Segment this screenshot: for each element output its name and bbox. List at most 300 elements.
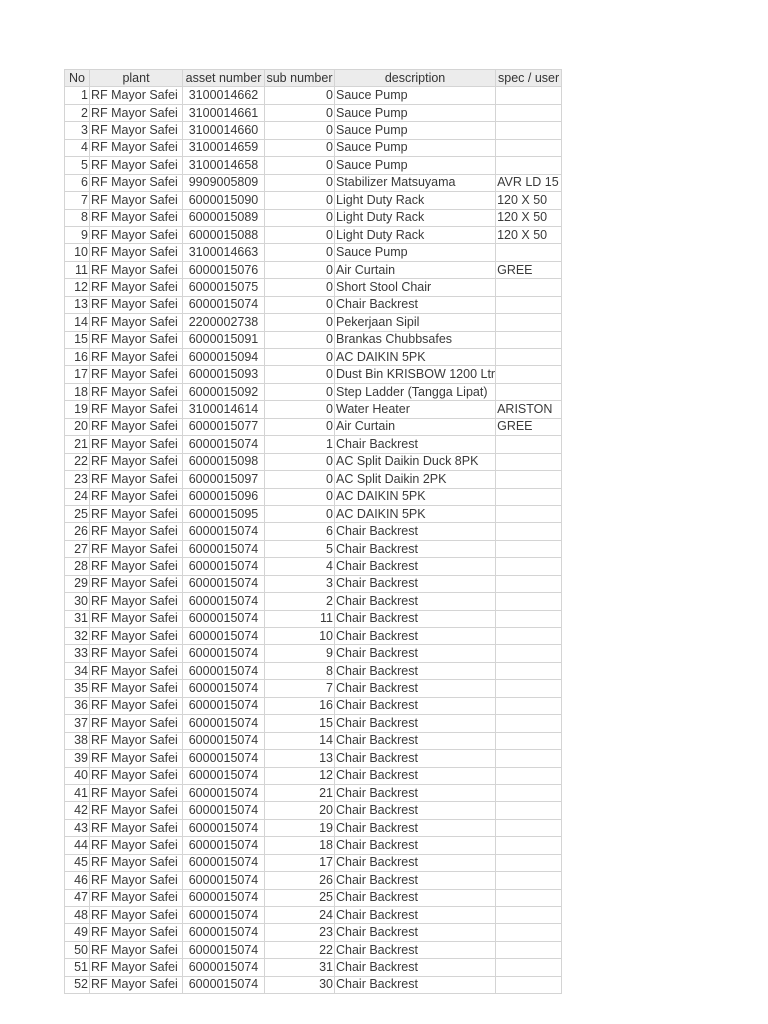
spec-user-cell: AVR LD 15 xyxy=(496,174,562,191)
table-row xyxy=(65,418,562,435)
sub-number-cell: 0 xyxy=(265,87,335,104)
plant-cell: RF Mayor Safei xyxy=(90,366,183,383)
asset-number-cell: 6000015074 xyxy=(183,767,265,784)
plant-cell: RF Mayor Safei xyxy=(90,401,183,418)
table-row xyxy=(65,610,562,627)
asset-number-cell: 3100014660 xyxy=(183,122,265,139)
row-number: 28 xyxy=(65,558,90,575)
spec-user-cell xyxy=(496,122,562,139)
description-cell: Sauce Pump xyxy=(335,244,496,261)
sub-number-cell: 11 xyxy=(265,610,335,627)
asset-number-cell: 6000015074 xyxy=(183,523,265,540)
description-cell: AC DAIKIN 5PK xyxy=(335,349,496,366)
plant-cell: RF Mayor Safei xyxy=(90,540,183,557)
table-row xyxy=(65,924,562,941)
plant-cell: RF Mayor Safei xyxy=(90,296,183,313)
asset-number-cell: 6000015074 xyxy=(183,610,265,627)
asset-number-cell: 6000015074 xyxy=(183,645,265,662)
sub-number-cell: 0 xyxy=(265,139,335,156)
row-number: 35 xyxy=(65,680,90,697)
description-cell: Light Duty Rack xyxy=(335,226,496,243)
plant-cell: RF Mayor Safei xyxy=(90,715,183,732)
row-number: 51 xyxy=(65,959,90,976)
asset-number-cell: 6000015096 xyxy=(183,488,265,505)
sub-number-cell: 0 xyxy=(265,349,335,366)
table-row xyxy=(65,959,562,976)
table-row xyxy=(65,872,562,889)
description-cell: Chair Backrest xyxy=(335,767,496,784)
row-number: 40 xyxy=(65,767,90,784)
sub-number-cell: 0 xyxy=(265,488,335,505)
asset-number-cell: 9909005809 xyxy=(183,174,265,191)
row-number: 7 xyxy=(65,192,90,209)
spec-user-cell: 120 X 50 xyxy=(496,226,562,243)
plant-cell: RF Mayor Safei xyxy=(90,418,183,435)
spec-user-cell xyxy=(496,750,562,767)
spec-user-cell xyxy=(496,296,562,313)
description-cell: Chair Backrest xyxy=(335,540,496,557)
sub-number-cell: 8 xyxy=(265,662,335,679)
description-cell: Chair Backrest xyxy=(335,558,496,575)
row-number: 5 xyxy=(65,157,90,174)
spec-user-cell xyxy=(496,662,562,679)
description-cell: Sauce Pump xyxy=(335,104,496,121)
spec-user-cell: GREE xyxy=(496,261,562,278)
plant-cell: RF Mayor Safei xyxy=(90,349,183,366)
table-row xyxy=(65,802,562,819)
sub-number-cell: 0 xyxy=(265,122,335,139)
plant-cell: RF Mayor Safei xyxy=(90,819,183,836)
sub-number-cell: 0 xyxy=(265,366,335,383)
description-cell: Chair Backrest xyxy=(335,732,496,749)
sub-number-cell: 26 xyxy=(265,872,335,889)
sub-number-cell: 1 xyxy=(265,436,335,453)
row-number: 14 xyxy=(65,314,90,331)
sub-number-cell: 0 xyxy=(265,192,335,209)
table-row xyxy=(65,907,562,924)
row-number: 15 xyxy=(65,331,90,348)
row-number: 21 xyxy=(65,436,90,453)
table-row xyxy=(65,732,562,749)
spec-user-cell xyxy=(496,593,562,610)
plant-cell: RF Mayor Safei xyxy=(90,226,183,243)
asset-number-cell: 6000015093 xyxy=(183,366,265,383)
sub-number-cell: 15 xyxy=(265,715,335,732)
table-row xyxy=(65,645,562,662)
plant-cell: RF Mayor Safei xyxy=(90,907,183,924)
table-row xyxy=(65,244,562,261)
description-cell: Chair Backrest xyxy=(335,872,496,889)
row-number: 43 xyxy=(65,819,90,836)
sub-number-cell: 0 xyxy=(265,471,335,488)
sub-number-cell: 0 xyxy=(265,331,335,348)
table-row xyxy=(65,349,562,366)
spec-user-cell: ARISTON xyxy=(496,401,562,418)
asset-number-cell: 6000015074 xyxy=(183,854,265,871)
description-cell: Water Heater xyxy=(335,401,496,418)
table-row xyxy=(65,192,562,209)
sub-number-cell: 14 xyxy=(265,732,335,749)
row-number: 19 xyxy=(65,401,90,418)
plant-cell: RF Mayor Safei xyxy=(90,593,183,610)
plant-cell: RF Mayor Safei xyxy=(90,959,183,976)
plant-cell: RF Mayor Safei xyxy=(90,505,183,522)
plant-cell: RF Mayor Safei xyxy=(90,680,183,697)
description-cell: Chair Backrest xyxy=(335,854,496,871)
plant-cell: RF Mayor Safei xyxy=(90,767,183,784)
plant-cell: RF Mayor Safei xyxy=(90,872,183,889)
sub-number-cell: 0 xyxy=(265,383,335,400)
row-number: 12 xyxy=(65,279,90,296)
plant-cell: RF Mayor Safei xyxy=(90,471,183,488)
asset-number-cell: 6000015075 xyxy=(183,279,265,296)
sub-number-cell: 0 xyxy=(265,261,335,278)
asset-number-cell: 6000015074 xyxy=(183,802,265,819)
plant-cell: RF Mayor Safei xyxy=(90,628,183,645)
spec-user-cell xyxy=(496,383,562,400)
plant-cell: RF Mayor Safei xyxy=(90,139,183,156)
table-row xyxy=(65,837,562,854)
header-spec-user: spec / user xyxy=(496,70,562,87)
table-row xyxy=(65,540,562,557)
sub-number-cell: 5 xyxy=(265,540,335,557)
spec-user-cell xyxy=(496,471,562,488)
table-row xyxy=(65,628,562,645)
spec-user-cell xyxy=(496,924,562,941)
description-cell: Air Curtain xyxy=(335,418,496,435)
sub-number-cell: 0 xyxy=(265,209,335,226)
plant-cell: RF Mayor Safei xyxy=(90,732,183,749)
row-number: 31 xyxy=(65,610,90,627)
spec-user-cell xyxy=(496,157,562,174)
description-cell: Dust Bin KRISBOW 1200 Ltr xyxy=(335,366,496,383)
description-cell: Chair Backrest xyxy=(335,296,496,313)
description-cell: Pekerjaan Sipil xyxy=(335,314,496,331)
asset-number-cell: 6000015074 xyxy=(183,941,265,958)
table-row xyxy=(65,488,562,505)
sub-number-cell: 19 xyxy=(265,819,335,836)
spec-user-cell xyxy=(496,802,562,819)
asset-number-cell: 6000015077 xyxy=(183,418,265,435)
row-number: 44 xyxy=(65,837,90,854)
table-row xyxy=(65,226,562,243)
row-number: 45 xyxy=(65,854,90,871)
spec-user-cell xyxy=(496,505,562,522)
plant-cell: RF Mayor Safei xyxy=(90,383,183,400)
table-row xyxy=(65,296,562,313)
asset-number-cell: 6000015074 xyxy=(183,750,265,767)
sub-number-cell: 31 xyxy=(265,959,335,976)
asset-number-cell: 6000015074 xyxy=(183,976,265,993)
row-number: 11 xyxy=(65,261,90,278)
asset-number-cell: 6000015074 xyxy=(183,819,265,836)
asset-number-cell: 3100014658 xyxy=(183,157,265,174)
description-cell: Chair Backrest xyxy=(335,436,496,453)
table-row xyxy=(65,209,562,226)
row-number: 23 xyxy=(65,471,90,488)
row-number: 22 xyxy=(65,453,90,470)
spec-user-cell xyxy=(496,366,562,383)
table-row xyxy=(65,976,562,993)
description-cell: Chair Backrest xyxy=(335,976,496,993)
plant-cell: RF Mayor Safei xyxy=(90,488,183,505)
asset-number-cell: 6000015074 xyxy=(183,628,265,645)
spec-user-cell xyxy=(496,104,562,121)
description-cell: Chair Backrest xyxy=(335,715,496,732)
plant-cell: RF Mayor Safei xyxy=(90,837,183,854)
spec-user-cell xyxy=(496,279,562,296)
sub-number-cell: 0 xyxy=(265,157,335,174)
spec-user-cell xyxy=(496,523,562,540)
plant-cell: RF Mayor Safei xyxy=(90,941,183,958)
asset-number-cell: 3100014659 xyxy=(183,139,265,156)
plant-cell: RF Mayor Safei xyxy=(90,889,183,906)
spec-user-cell xyxy=(496,784,562,801)
row-number: 48 xyxy=(65,907,90,924)
sub-number-cell: 2 xyxy=(265,593,335,610)
row-number: 24 xyxy=(65,488,90,505)
sub-number-cell: 3 xyxy=(265,575,335,592)
asset-number-cell: 6000015074 xyxy=(183,436,265,453)
description-cell: Chair Backrest xyxy=(335,750,496,767)
row-number: 34 xyxy=(65,662,90,679)
header-no: No xyxy=(65,70,90,87)
asset-number-cell: 6000015089 xyxy=(183,209,265,226)
description-cell: Chair Backrest xyxy=(335,924,496,941)
row-number: 33 xyxy=(65,645,90,662)
sub-number-cell: 0 xyxy=(265,453,335,470)
plant-cell: RF Mayor Safei xyxy=(90,976,183,993)
description-cell: Chair Backrest xyxy=(335,662,496,679)
row-number: 25 xyxy=(65,505,90,522)
sub-number-cell: 6 xyxy=(265,523,335,540)
description-cell: AC Split Daikin 2PK xyxy=(335,471,496,488)
plant-cell: RF Mayor Safei xyxy=(90,192,183,209)
sub-number-cell: 22 xyxy=(265,941,335,958)
spec-user-cell xyxy=(496,680,562,697)
table-row xyxy=(65,523,562,540)
sub-number-cell: 0 xyxy=(265,401,335,418)
row-number: 37 xyxy=(65,715,90,732)
asset-number-cell: 6000015097 xyxy=(183,471,265,488)
spec-user-cell xyxy=(496,628,562,645)
row-number: 50 xyxy=(65,941,90,958)
asset-number-cell: 6000015074 xyxy=(183,732,265,749)
asset-number-cell: 6000015074 xyxy=(183,575,265,592)
plant-cell: RF Mayor Safei xyxy=(90,122,183,139)
spec-user-cell xyxy=(496,558,562,575)
row-number: 18 xyxy=(65,383,90,400)
description-cell: Chair Backrest xyxy=(335,889,496,906)
asset-number-cell: 6000015074 xyxy=(183,959,265,976)
row-number: 10 xyxy=(65,244,90,261)
asset-number-cell: 6000015076 xyxy=(183,261,265,278)
description-cell: Chair Backrest xyxy=(335,837,496,854)
spec-user-cell: 120 X 50 xyxy=(496,209,562,226)
table-row xyxy=(65,104,562,121)
spec-user-cell xyxy=(496,331,562,348)
sub-number-cell: 9 xyxy=(265,645,335,662)
plant-cell: RF Mayor Safei xyxy=(90,314,183,331)
asset-number-cell: 6000015074 xyxy=(183,924,265,941)
spec-user-cell xyxy=(496,488,562,505)
spec-user-cell xyxy=(496,87,562,104)
row-number: 30 xyxy=(65,593,90,610)
description-cell: Chair Backrest xyxy=(335,645,496,662)
spec-user-cell xyxy=(496,436,562,453)
row-number: 17 xyxy=(65,366,90,383)
row-number: 39 xyxy=(65,750,90,767)
asset-number-cell: 6000015094 xyxy=(183,349,265,366)
table-row xyxy=(65,87,562,104)
description-cell: Chair Backrest xyxy=(335,680,496,697)
asset-number-cell: 3100014662 xyxy=(183,87,265,104)
plant-cell: RF Mayor Safei xyxy=(90,662,183,679)
table-row xyxy=(65,750,562,767)
row-number: 52 xyxy=(65,976,90,993)
description-cell: Chair Backrest xyxy=(335,523,496,540)
description-cell: Air Curtain xyxy=(335,261,496,278)
sub-number-cell: 25 xyxy=(265,889,335,906)
spec-user-cell xyxy=(496,941,562,958)
asset-number-cell: 6000015074 xyxy=(183,837,265,854)
table-row xyxy=(65,505,562,522)
plant-cell: RF Mayor Safei xyxy=(90,157,183,174)
sub-number-cell: 0 xyxy=(265,104,335,121)
description-cell: Chair Backrest xyxy=(335,697,496,714)
row-number: 3 xyxy=(65,122,90,139)
row-number: 27 xyxy=(65,540,90,557)
header-row xyxy=(65,70,562,87)
row-number: 26 xyxy=(65,523,90,540)
spec-user-cell xyxy=(496,314,562,331)
spec-user-cell xyxy=(496,697,562,714)
row-number: 20 xyxy=(65,418,90,435)
sub-number-cell: 13 xyxy=(265,750,335,767)
table-row xyxy=(65,784,562,801)
asset-number-cell: 6000015074 xyxy=(183,697,265,714)
table-row xyxy=(65,715,562,732)
table-row xyxy=(65,453,562,470)
table-row xyxy=(65,471,562,488)
sub-number-cell: 10 xyxy=(265,628,335,645)
asset-number-cell: 6000015092 xyxy=(183,383,265,400)
spec-user-cell xyxy=(496,854,562,871)
header-description: description xyxy=(335,70,496,87)
header-asset-number: asset number xyxy=(183,70,265,87)
asset-number-cell: 3100014614 xyxy=(183,401,265,418)
description-cell: Sauce Pump xyxy=(335,122,496,139)
asset-number-cell: 6000015074 xyxy=(183,889,265,906)
table-row xyxy=(65,662,562,679)
plant-cell: RF Mayor Safei xyxy=(90,436,183,453)
row-number: 13 xyxy=(65,296,90,313)
row-number: 32 xyxy=(65,628,90,645)
spec-user-cell xyxy=(496,244,562,261)
spec-user-cell xyxy=(496,907,562,924)
spec-user-cell xyxy=(496,872,562,889)
table-row xyxy=(65,314,562,331)
row-number: 6 xyxy=(65,174,90,191)
spec-user-cell xyxy=(496,767,562,784)
plant-cell: RF Mayor Safei xyxy=(90,261,183,278)
table-row xyxy=(65,383,562,400)
asset-number-cell: 3100014661 xyxy=(183,104,265,121)
table-body xyxy=(65,87,562,994)
table-row xyxy=(65,889,562,906)
description-cell: AC DAIKIN 5PK xyxy=(335,488,496,505)
table-row xyxy=(65,436,562,453)
table-row xyxy=(65,819,562,836)
asset-number-cell: 6000015074 xyxy=(183,872,265,889)
sub-number-cell: 0 xyxy=(265,174,335,191)
spec-user-cell xyxy=(496,715,562,732)
description-cell: AC Split Daikin Duck 8PK xyxy=(335,453,496,470)
spec-user-cell xyxy=(496,575,562,592)
plant-cell: RF Mayor Safei xyxy=(90,453,183,470)
spec-user-cell xyxy=(496,732,562,749)
sub-number-cell: 12 xyxy=(265,767,335,784)
table-row xyxy=(65,366,562,383)
plant-cell: RF Mayor Safei xyxy=(90,523,183,540)
table-row xyxy=(65,401,562,418)
table-row xyxy=(65,279,562,296)
asset-number-cell: 6000015098 xyxy=(183,453,265,470)
asset-number-cell: 6000015095 xyxy=(183,505,265,522)
description-cell: Chair Backrest xyxy=(335,941,496,958)
description-cell: AC DAIKIN 5PK xyxy=(335,505,496,522)
table-row xyxy=(65,122,562,139)
sub-number-cell: 23 xyxy=(265,924,335,941)
description-cell: Chair Backrest xyxy=(335,628,496,645)
header-plant: plant xyxy=(90,70,183,87)
sub-number-cell: 0 xyxy=(265,226,335,243)
sub-number-cell: 21 xyxy=(265,784,335,801)
table-row xyxy=(65,575,562,592)
row-number: 2 xyxy=(65,104,90,121)
table-row xyxy=(65,157,562,174)
plant-cell: RF Mayor Safei xyxy=(90,924,183,941)
plant-cell: RF Mayor Safei xyxy=(90,645,183,662)
asset-number-cell: 6000015074 xyxy=(183,662,265,679)
table-row xyxy=(65,941,562,958)
plant-cell: RF Mayor Safei xyxy=(90,575,183,592)
asset-number-cell: 6000015074 xyxy=(183,558,265,575)
asset-number-cell: 6000015074 xyxy=(183,907,265,924)
sub-number-cell: 7 xyxy=(265,680,335,697)
spec-user-cell xyxy=(496,453,562,470)
plant-cell: RF Mayor Safei xyxy=(90,784,183,801)
asset-number-cell: 6000015074 xyxy=(183,715,265,732)
sub-number-cell: 0 xyxy=(265,418,335,435)
asset-number-cell: 2200002738 xyxy=(183,314,265,331)
sub-number-cell: 18 xyxy=(265,837,335,854)
sub-number-cell: 24 xyxy=(265,907,335,924)
asset-table xyxy=(64,69,562,994)
plant-cell: RF Mayor Safei xyxy=(90,558,183,575)
row-number: 49 xyxy=(65,924,90,941)
plant-cell: RF Mayor Safei xyxy=(90,802,183,819)
asset-number-cell: 6000015090 xyxy=(183,192,265,209)
row-number: 46 xyxy=(65,872,90,889)
row-number: 36 xyxy=(65,697,90,714)
spec-user-cell xyxy=(496,837,562,854)
table-row xyxy=(65,593,562,610)
asset-number-cell: 6000015074 xyxy=(183,296,265,313)
table-row xyxy=(65,697,562,714)
table-row xyxy=(65,558,562,575)
description-cell: Chair Backrest xyxy=(335,802,496,819)
